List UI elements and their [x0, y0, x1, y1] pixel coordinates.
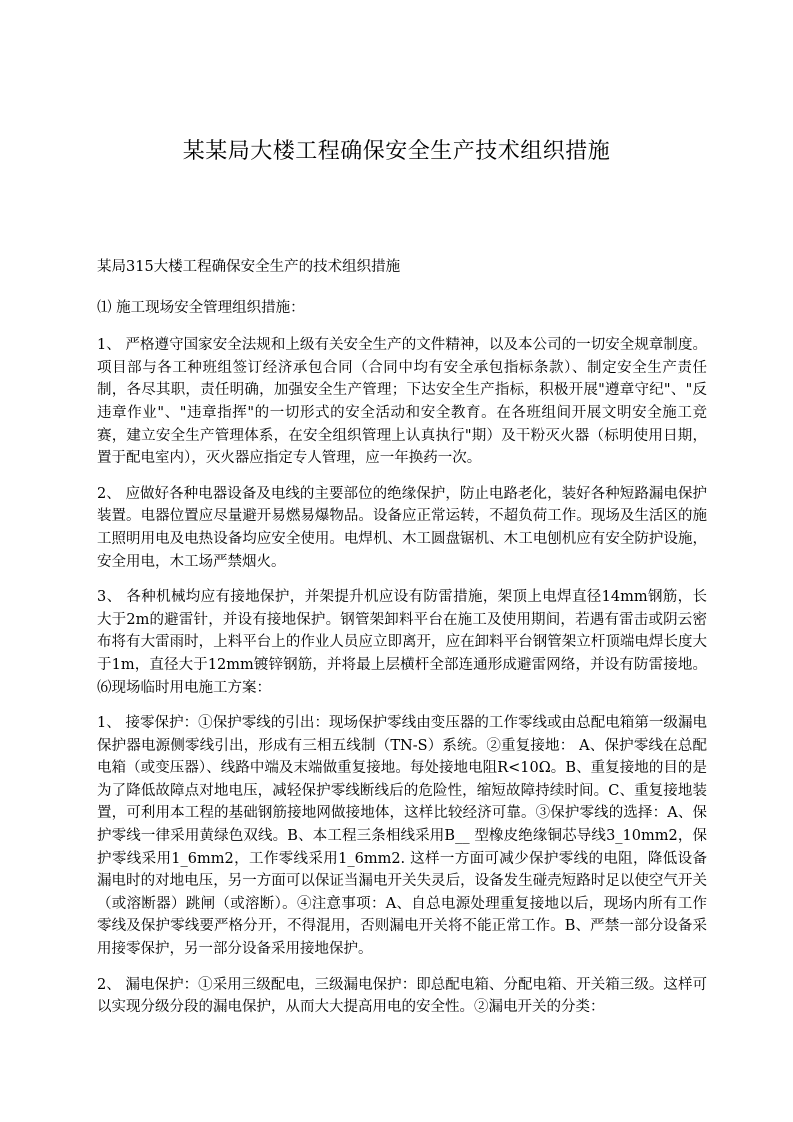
paragraph-3: 3、 各种机械均应有接地保护，并架提升机应设有防雷措施，架顶上电焊直径14mm钢筋，长大于2m的避雷针，并设有接地保护。钢管架卸料平台在施工及使用期间，若遇有雷击或阴云密布将有大雷雨时，上料平台上的作业人员应立即离开，应在卸料平台钢管架立杆顶端电焊长度大于1m，直径大于12mm镀锌钢筋，并将最上层横杆全部连通形成避雷网络，并设有防雷接地。⑹现场临时用电施工方案： [97, 589, 707, 696]
paragraph-4: 1、 接零保护：①保护零线的引出：现场保护零线由变压器的工作零线或由总配电箱第一级漏电保护器电源侧零线引出，形成有三相五线制（TN-S）系统。②重复接地： A、保护零线在总配电箱（或变压器）、线路中端及末端做重复接地。每处接地电阻R<10Ω。B、重复接地的目的是为了降低故障点对地电压，减轻保护零线断线后的危险性，缩短故障持续时间。C、重复接地装置，可利用本工程的基础钢筋接地网做接地体，这样比较经济可靠。③保护零线的选择：A、保护零线一律采用黄绿色双线。B、本工程三条相线采用B__ 型橡皮绝缘铜芯导线3_10mm2，保护零线采用1_6mm2，工作零线采用1_6mm2. 这样一方面可减少保护零线的电阻，降低设备漏电时的对地电压，另一方面可以保证当漏电开关失灵后，设备发生碰壳短路时足以使空气开关（或溶断器）跳闸（或溶断）。④注意事项：A、自总电源处理重复接地以后，现场内所有工作零线及保护零线要严格分开，不得混用，否则漏电开关将不能正常工作。B、严禁一部分设备采用接零保护，另一部分设备采用接地保护。 [97, 715, 707, 958]
paragraph-2: 2、 应做好各种电器设备及电线的主要部位的绝缘保护，防止电路老化，装好各种短路漏电保护装置。电器位置应尽量避开易燃易爆物品。设备应正常运转，不超负荷工作。现场及生活区的施工照明用电及电热设备均应安全使用。电焊机、木工圆盘锯机、木工电刨机应有安全防护设施，安全用电，木工场严禁烟火。 [97, 485, 707, 570]
section-heading: ⑴ 施工现场安全管理组织措施： [97, 299, 305, 316]
paragraph-1: 1、 严格遵守国家安全法规和上级有关安全生产的文件精神，以及本公司的一切安全规章制度。项目部与各工种班组签订经济承包合同（合同中均有安全承包指标条款）、制定安全生产责任制，各尽其职，责任明确，加强安全生产管理；下达安全生产指标，积极开展"遵章守纪"、"反违章作业"、"违章指挥"的一切形式的安全活动和安全教育。在各班组间开展文明安全施工竞赛，建立安全生产管理体系，在安全组织管理上认真执行"期）及干粉灭火器（标明使用日期，置于配电室内），灭火器应指定专人管理，应一年换药一次。 [97, 337, 707, 467]
document-body [97, 256, 707, 1032]
paragraph-5: 2、 漏电保护：①采用三级配电，三级漏电保护：即总配电箱、分配电箱、开关箱三级。这样可以实现分级分段的漏电保护，从而大大提高用电的安全性。②漏电开关的分类： [97, 976, 707, 1016]
document-title: 某某局大楼工程确保安全生产技术组织措施 [182, 139, 611, 164]
document-subtitle: 某局315大楼工程确保安全生产的技术组织措施 [97, 259, 401, 275]
